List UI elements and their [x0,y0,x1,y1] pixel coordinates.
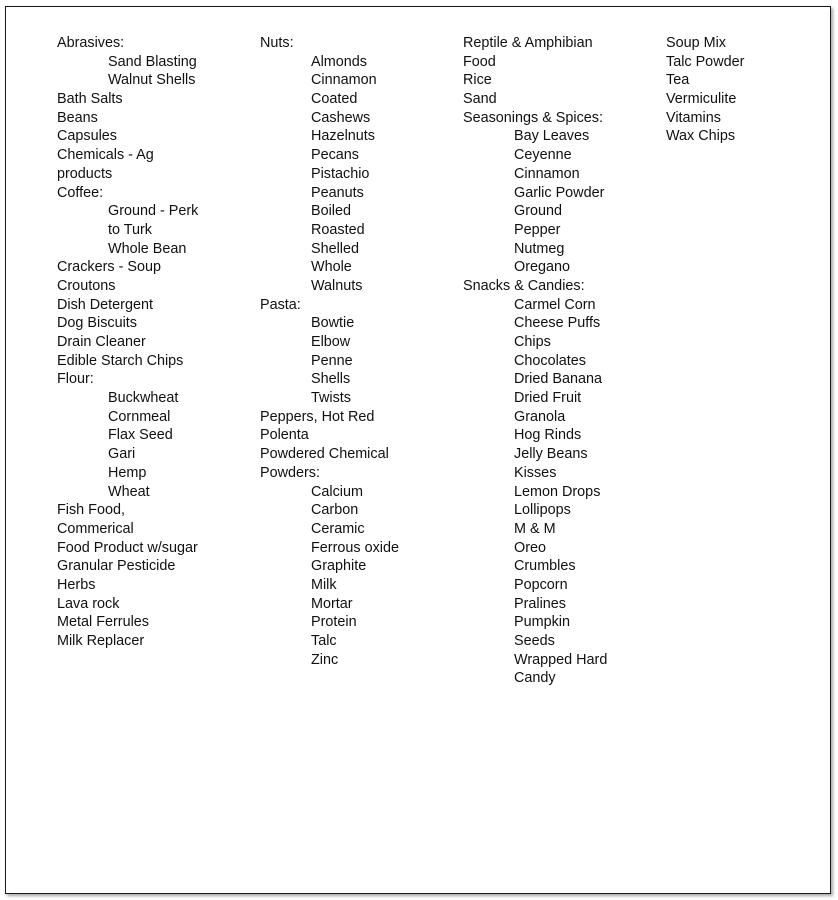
list-subitem: Candy [514,670,556,687]
list-item: Food Product w/sugar [57,539,198,556]
list-subitem: to Turk [108,221,152,238]
list-item: Fish Food, [57,502,125,519]
list-subitem: Zinc [311,651,339,668]
list-item: Rice [463,72,492,89]
list-subitem: Graphite [311,558,367,575]
product-list-column-3 [463,34,663,688]
list-subitem: M & M [514,520,556,537]
list-item: Powdered Chemical [260,446,389,463]
list-item: Wax Chips [666,128,736,145]
list-item: Commerical [57,520,134,537]
list-subitem: Walnut Shells [108,72,196,89]
list-subitem: Calcium [311,483,363,500]
list-subitem: Mortar [311,595,353,612]
list-subitem: Peanuts [311,184,364,201]
list-subitem: Lollipops [514,502,571,519]
list-subitem: Twists [311,390,351,407]
list-item: Chemicals - Ag [57,147,154,164]
list-item: Pasta: [260,296,301,313]
list-item: Snacks & Candies: [463,277,585,294]
list-subitem: Ground - Perk [108,203,199,220]
list-subitem: Oregano [514,259,571,276]
list-subitem: Gari [108,446,136,463]
list-subitem: Boiled [311,203,352,220]
list-subitem: Roasted [311,221,365,238]
list-subitem: Ceyenne [514,147,572,164]
list-subitem: Seeds [514,633,555,649]
list-item: Soup Mix [666,35,726,51]
list-subitem: Lemon Drops [514,483,601,500]
list-item: Capsules [57,128,117,145]
list-subitem: Pepper [514,221,561,238]
list-item: Beans [57,109,98,126]
list-subitem: Coated [311,91,358,108]
list-subitem: Hazelnuts [311,128,375,145]
list-subitem: Ferrous oxide [311,539,399,556]
list-item: Abrasives: [57,35,125,51]
list-subitem: Hog Rinds [514,427,582,444]
list-subitem: Dried Banana [514,371,603,388]
list-item: Edible Starch Chips [57,352,184,369]
list-item: Drain Cleaner [57,334,146,350]
list-item: Reptile & Amphibian [463,35,593,51]
list-item: Polenta [260,427,309,444]
list-subitem: Chocolates [514,352,586,369]
list-subitem: Cornmeal [108,408,171,425]
list-item: Granular Pesticide [57,558,176,575]
list-item: Milk Replacer [57,633,145,649]
list-subitem: Sand Blasting [108,53,197,70]
list-subitem: Talc [311,633,337,649]
list-subitem: Bowtie [311,315,355,332]
list-subitem: Pecans [311,147,359,164]
list-subitem: Elbow [311,334,351,350]
list-subitem: Cheese Puffs [514,315,601,332]
list-subitem: Cinnamon [311,72,377,89]
list-subitem: Penne [311,352,353,369]
list-subitem: Carbon [311,502,359,519]
list-item: Crackers - Soup [57,259,161,276]
list-item: Peppers, Hot Red [260,408,375,425]
document-page [5,6,831,894]
product-list-column-4 [666,34,826,146]
list-item: Dog Biscuits [57,315,137,332]
list-subitem: Pumpkin [514,614,570,631]
list-item: Nuts: [260,35,294,51]
list-subitem: Milk [311,576,337,593]
list-item: Lava rock [57,595,120,612]
list-subitem: Jelly Beans [514,446,588,463]
list-subitem: Bay Leaves [514,128,590,145]
list-item: Sand [463,91,497,108]
list-item: Bath Salts [57,91,123,108]
list-item: Tea [666,72,690,89]
product-list-column-1 [57,34,257,651]
list-subitem: Cashews [311,109,371,126]
list-item: Food [463,53,496,70]
list-item: products [57,165,113,182]
list-item: Powders: [260,464,320,481]
list-subitem: Chips [514,334,551,350]
list-subitem: Buckwheat [108,390,179,407]
product-list-column-2 [260,34,460,669]
list-subitem: Granola [514,408,566,425]
list-item: Vitamins [666,109,721,126]
list-subitem: Carmel Corn [514,296,596,313]
list-subitem: Whole [311,259,352,276]
list-subitem: Wrapped Hard [514,651,608,668]
list-subitem: Oreo [514,539,546,556]
list-item: Seasonings & Spices: [463,109,603,126]
list-subitem: Dried Fruit [514,390,582,407]
list-subitem: Crumbles [514,558,576,575]
list-subitem: Protein [311,614,357,631]
list-subitem: Ground [514,203,562,220]
list-subitem: Hemp [108,464,147,481]
list-item: Metal Ferrules [57,614,149,631]
list-subitem: Whole Bean [108,240,187,257]
list-subitem: Wheat [108,483,150,500]
list-subitem: Garlic Powder [514,184,605,201]
list-subitem: Pistachio [311,165,370,182]
list-item: Herbs [57,576,96,593]
list-subitem: Shelled [311,240,360,257]
list-subitem: Cinnamon [514,165,580,182]
list-item: Dish Detergent [57,296,153,313]
list-subitem: Popcorn [514,576,568,593]
list-subitem: Almonds [311,53,367,70]
list-item: Talc Powder [666,53,745,70]
list-item: Coffee: [57,184,104,201]
list-item: Croutons [57,277,116,294]
list-subitem: Walnuts [311,277,363,294]
list-subitem: Nutmeg [514,240,565,257]
list-subitem: Shells [311,371,351,388]
list-subitem: Flax Seed [108,427,173,444]
list-item: Vermiculite [666,91,737,108]
list-subitem: Kisses [514,464,557,481]
list-item: Flour: [57,371,94,388]
list-subitem: Pralines [514,595,566,612]
list-subitem: Ceramic [311,520,365,537]
